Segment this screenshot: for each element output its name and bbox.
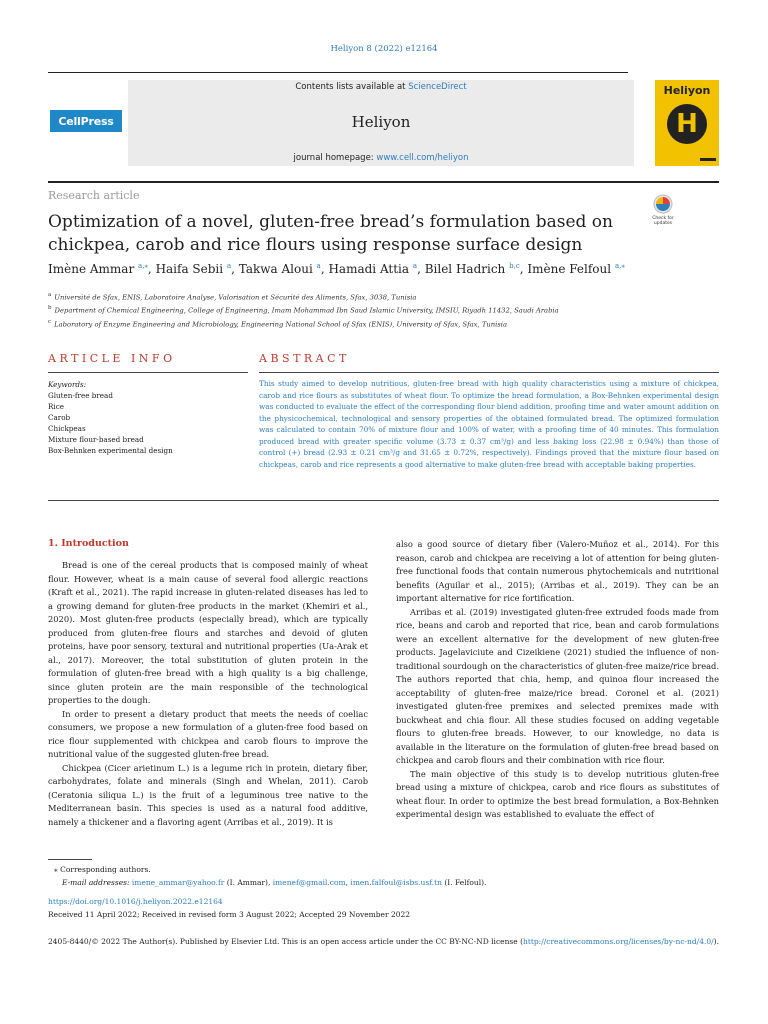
keywords-label: Keywords: (48, 380, 87, 389)
svg-text:updates: updates (653, 221, 673, 226)
abstract-text: This study aimed to develop nutritious, gluten-free bread with high quality characteristics using a mixture of chickpea, carob and rice flours as substitutes of wheat flour. To optimize the bread formulation, a Box-Behnken experimental design was conducted to evaluate the effect of the corresponding flour blend addition, proofing time and water amount addition on the physicochemical, technological and sensory properties of the obtained formulated bread. The optimized formulation was calculated to contain 70% of mixture flour and 100% of water, with a proofing time of 40 minutes. This formulation produced bread with greater specific volume (3.73 ± 0.37 cm³/g) and less baking loss (22.98 ± 0.94%) than those of control (+) bread (2.93 ± 0.21 cm³/g and 31.65 ± 0.72%, respectively). Findings proved that the mixture flour based on chickpeas, carob and rice represents a good alternative to make gluten-free bread with acceptable baking properties. (259, 379, 719, 469)
cover-title: Heliyon (663, 84, 711, 97)
keyword: Carob (48, 413, 71, 422)
body-column-left (48, 559, 368, 829)
contents-line (128, 82, 634, 92)
author[interactable]: Imène Felfoul $^{a,⁎}$ (527, 262, 625, 276)
author[interactable]: Bilel Hadrich $^{b,c}$ (424, 262, 520, 276)
affiliation: $^a$ Université de Sfax, ENIS, Laboratoire Analyse, Valorisation et Sécurité des Aliments, Sfax, 3038, Tunisia (48, 292, 417, 302)
homepage-link[interactable]: www.cell.com/heliyon (376, 153, 469, 163)
footnote-rule (48, 859, 92, 860)
footnote (48, 864, 719, 889)
paragraph: Arribas et al. (2019) investigated gluten-free extruded foods made from rice, beans and carob and reported that rice, bean and carob formulations were an excellent alternative for the development of new gluten-free products. Jagelaviciute and Cizeikiene (2021) studied the influence of non-traditional sourdough on the characteristics of gluten-free maize/rice bread. The authors reported that chia, hemp, and quinoa flour increased the acceptability of gluten-free maize/rice bread. Coronel et al. (2021) investigated gluten-free premixes and selected premixes made with buckwheat and chia flour. All these studies focused on adding vegetable flours to gluten-free breads. However, to our knowledge, no data is available in the literature on the formulation of gluten-free bread based on chickpea and carob flours and their combination with rice flour. (396, 606, 719, 765)
abstract-bottom-rule (48, 500, 719, 501)
affiliations (48, 290, 718, 330)
abstract-heading: ABSTRACT (259, 352, 350, 365)
keyword: Chickpeas (48, 424, 86, 433)
affiliation: $^c$ Laboratory of Enzyme Engineering and Microbiology, Engineering National School of Sfax (ENIS), University of Sfax, Sfax, Tunisia (48, 318, 508, 328)
author[interactable]: Haifa Sebii $^a$ (155, 262, 232, 276)
header-rule (48, 72, 628, 73)
contents-prefix: Contents lists available at (295, 82, 409, 92)
email-link[interactable]: imene_ammar@yahoo.fr (131, 877, 225, 887)
sciencedirect-link[interactable]: ScienceDirect (408, 82, 467, 92)
author[interactable]: Takwa Aloui $^a$ (238, 262, 321, 276)
homepage-line (128, 153, 634, 163)
keyword: Gluten-free bread (48, 391, 113, 400)
homepage-prefix: journal homepage: (293, 153, 377, 163)
email-link[interactable]: imenef@gmail.com (272, 877, 346, 887)
abstract-rule (259, 372, 719, 373)
keyword: Rice (48, 402, 64, 411)
paragraph: Bread is one of the cereal products that is composed mainly of wheat flour. However, wheat is a main cause of several food allergic reactions (Kraft et al., 2021). The rapid increase in gluten-related diseases has led to a growing demand for gluten-free products in the market (Khemiri et al., 2020). Most gluten-free products (especially bread), which are typically produced from gluten-free flours and starches and devoid of gluten proteins, have poor sensory, textural and nutritional properties (Ua-Arak et al., 2017). Moreover, the total substitution of gluten protein in the formulation of gluten-free bread with a high quality is a big challenge, since gluten protein are the main responsible of the technological properties to the dough. (48, 560, 368, 705)
author[interactable]: Imène Ammar $^{a,⁎}$ (48, 262, 148, 276)
check-for-updates-icon[interactable] (650, 193, 676, 227)
author-list: Imène Ammar $^{a,⁎}$, Haifa Sebii $^a$, Takwa Aloui $^a$, Hamadi Attia $^a$, Bilel Hadrich $^{b,c}$, Imène Felfoul $^{a,⁎}$ (48, 262, 625, 276)
keyword: Box-Behnken experimental design (48, 446, 173, 455)
header-bottom-rule (48, 181, 719, 183)
doi-link[interactable]: https://doi.org/10.1016/j.heliyon.2022.e12164 (48, 897, 223, 906)
article-info-heading: ARTICLE INFO (48, 352, 176, 365)
email-label: E-mail addresses: (62, 877, 132, 887)
paragraph: Chickpea (Cicer arietinum L.) is a legume rich in protein, dietary fiber, carbohydrates, folate and minerals (Singh and Whelan, 2011). Carob (Ceratonia siliqua L.) is the fruit of a leguminous tree native to the Mediterranean basin. This species is used as a natural food additive, namely a thickener and a flavoring agent (Arribas et al., 2019). It is (48, 762, 368, 827)
keyword: Mixture flour-based bread (48, 435, 144, 444)
paragraph: also a good source of dietary fiber (Valero-Muñoz et al., 2014). For this reason, carob and chickpea are receiving a lot of attention for being gluten-free functional foods that contain numerous phytochemicals and nutritional benefits (Aguilar et al., 2015); (Arribas et al., 2019). They can be an important alternative for rice fortification. (396, 539, 719, 603)
affiliation: $^b$ Department of Chemical Engineering, College of Engineering, Imam Mohammad Ibn Saud Islamic University, IMSIU, Riyadh 11432, Saudi Arabia (48, 305, 559, 315)
article-type: Research article (48, 189, 140, 202)
corresponding-note: ⁎ Corresponding authors. (54, 865, 151, 874)
license-link[interactable]: http://creativecommons.org/licenses/by-nc-nd/4.0/ (523, 937, 714, 946)
journal-name: Heliyon (351, 113, 411, 131)
paragraph: In order to present a dietary product that meets the needs of coeliac consumers, we propose a new formulation of a gluten-free food based on rice flour supplemented with chickpea and carob flours to improve the nutritional value of the suggested gluten-free bread. (48, 708, 368, 759)
svg-text:Check for: Check for (652, 216, 674, 221)
section-heading: 1. Introduction (48, 538, 129, 549)
keywords-list (48, 379, 248, 456)
cover-bar (700, 158, 716, 161)
author[interactable]: Hamadi Attia $^a$ (328, 262, 418, 276)
body-column-right (396, 538, 719, 822)
cover-logo-icon: H (667, 104, 707, 144)
cellpress-logo[interactable]: CellPress (50, 110, 122, 132)
article-title: Optimization of a novel, gluten-free bread’s formulation based on chickpea, carob and rice flours using response surface design (48, 212, 613, 255)
license-line: 2405-8440/© 2022 The Author(s). Published by Elsevier Ltd. This is an open access article under the CC BY-NC-ND license (http://creativecommons.org/licenses/by-nc-nd/4.0/). (48, 937, 719, 946)
email-link[interactable]: imen.falfoul@isbs.usf.tn (350, 877, 442, 887)
journal-reference[interactable]: Heliyon 8 (2022) e12164 (330, 44, 438, 54)
paragraph: The main objective of this study is to develop nutritious gluten-free bread using a mixture of chickpea, carob and rice flours as substitutes of wheat flour. In order to optimize the best bread formulation, a Box-Behnken experimental design was established to evaluate the effect of (396, 768, 719, 819)
received-dates: Received 11 April 2022; Received in revised form 3 August 2022; Accepted 29 November 2022 (48, 910, 411, 919)
email-line: E-mail addresses: imene_ammar@yahoo.fr (I. Ammar), imenef@gmail.com, imen.falfoul@isbs.usf.tn (I. Felfoul). (62, 877, 487, 887)
info-rule (48, 372, 248, 373)
